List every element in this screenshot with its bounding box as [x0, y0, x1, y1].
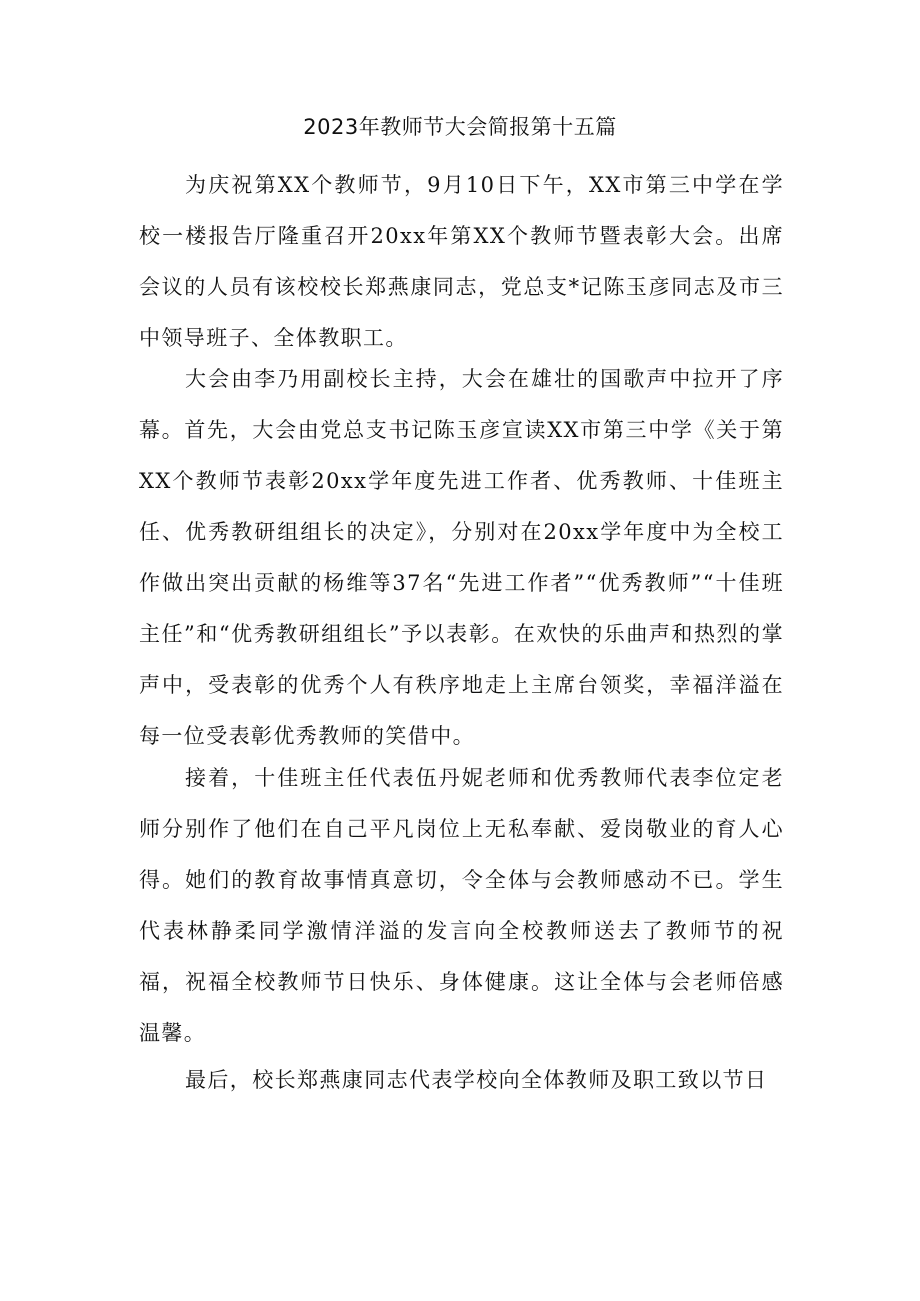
- paragraph-speeches: 接着，十佳班主任代表伍丹妮老师和优秀教师代表李位定老师分别作了他们在自己平凡岗位上无私奉献、爱岗敬业的育人心得。她们的教育故事情真意切，令全体与会教师感动不已。学生代表林静柔同学激情洋溢的发言向全校教师送去了教师节的祝福，祝福全校教师节日快乐、身体健康。这让全体与会老师倍感温馨。: [139, 766, 784, 1045]
- paragraph-opening: 为庆祝第XX个教师节，9月10日下午，XX市第三中学在学校一楼报告厅隆重召开20xx年第XX个教师节暨表彰大会。出席会议的人员有该校校长郑燕康同志，党总支*记陈玉彦同志及市三中领导班子、全体教职工。: [139, 173, 784, 350]
- paragraph-closing: 最后，校长郑燕康同志代表学校向全体教师及职工致以节日: [185, 1068, 768, 1092]
- document-title: 2023年教师节大会简报第十五篇: [303, 115, 617, 139]
- paragraph-ceremony: 大会由李乃用副校长主持，大会在雄壮的国歌声中拉开了序幕。首先，大会由党总支书记陈玉彦宣读XX市第三中学《关于第XX个教师节表彰20xx学年度先进工作者、优秀教师、十佳班主任、优秀教研组组长的决定》，分别对在20xx学年度中为全校工作做出突出贡献的杨维等37名“先进工作者”“优秀教师”“十佳班主任”和“优秀教研组组长”予以表彰。在欢快的乐曲声和热烈的掌声中，受表彰的优秀个人有秩序地走上主席台领奖，幸福洋溢在每一位受表彰优秀教师的笑借中。: [139, 367, 784, 748]
